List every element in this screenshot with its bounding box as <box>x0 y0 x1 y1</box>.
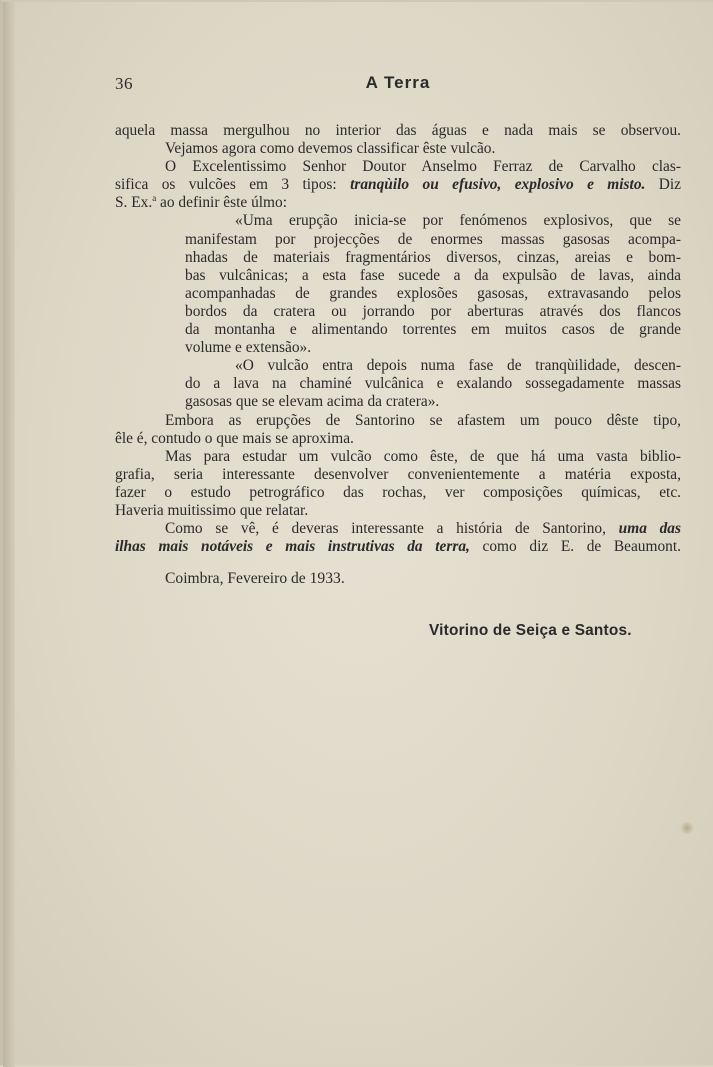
page-number: 36 <box>115 74 133 93</box>
quote-line: manifestam por projecções de enormes massas gasosas acompa- <box>185 230 681 248</box>
text-line <box>115 538 681 556</box>
running-title: A Terra <box>365 73 431 92</box>
superscript: a <box>152 193 157 204</box>
quote-line: gasosas que se elevam acima da cratera». <box>185 393 440 411</box>
emphasis-text: uma das <box>618 520 681 538</box>
quote-line: do a lava na chaminé vulcânica e exalando sossegadamente massas <box>185 375 681 393</box>
page-spine-shadow <box>3 2 15 1067</box>
quote-line: da montanha e alimentando torrentes em muitos casos de grande <box>185 321 681 339</box>
text-line: Mas para estudar um vulcão como êste, de que há uma vasta biblio- <box>165 447 681 465</box>
quote-line: «O vulcão entra depois numa fase de tranqùilidade, descen- <box>235 357 681 375</box>
text-line <box>115 520 681 538</box>
quote-line: acompanhadas de grandes explosões gasosas, extravasando pelos <box>185 284 681 302</box>
text-line: grafia, seria interessante desenvolver convenientemente a matéria exposta, <box>115 465 681 483</box>
text-run: como diz E. de Beaumont. <box>469 538 681 556</box>
text-line: Embora as erupções de Santorino se afastem um pouco dêste tipo, <box>165 411 681 429</box>
emphasis-text: tranqùilo ou efusivo, explosivo e misto. <box>350 176 646 194</box>
text-run: Diz <box>645 176 681 194</box>
quote-line: «Uma erupção inicia-se por fenómenos explosivos, que se <box>235 212 681 230</box>
author-signature: Vitorino de Seiça e Santos. <box>429 622 632 639</box>
paper-stain <box>679 822 695 834</box>
quote-line: nhadas de materiais fragmentários diversos, cinzas, areias e bom- <box>185 248 681 266</box>
quote-line: volume e extensão». <box>185 339 312 357</box>
text-run: ao definir êste úlmo: <box>156 194 287 212</box>
text-line: Vejamos agora como devemos classificar êste vulcão. <box>165 140 496 158</box>
text-line: êle é, contudo o que mais se aproxima. <box>115 429 354 447</box>
text-line: O Excelentissimo Senhor Doutor Anselmo Ferraz de Carvalho clas- <box>165 158 681 176</box>
text-line: fazer o estudo petrográfico das rochas, ver composições químicas, etc. <box>115 483 681 501</box>
quote-line: bas vulcânicas; a esta fase sucede a da expulsão de lavas, ainda <box>185 266 681 284</box>
body-text <box>115 122 681 556</box>
text-run: sifica os vulcões em 3 tipos: <box>115 176 351 194</box>
text-line: Haveria muitissimo que relatar. <box>115 501 309 519</box>
text-line <box>115 194 681 212</box>
text-run: Como se vê, é deveras interessante a história de Santorino, <box>165 520 619 538</box>
closing-date: Coimbra, Fevereiro de 1933. <box>165 570 345 587</box>
text-line: aquela massa mergulhou no interior das águas e nada mais se observou. <box>115 122 681 139</box>
text-line <box>115 176 681 194</box>
emphasis-text: ilhas mais notáveis e mais instrutivas da terra, <box>115 538 470 556</box>
quote-line: bordos da cratera ou jorrando por aberturas através dos flancos <box>185 302 681 320</box>
text-run: S. Ex. <box>115 194 153 212</box>
page-header <box>115 74 681 98</box>
